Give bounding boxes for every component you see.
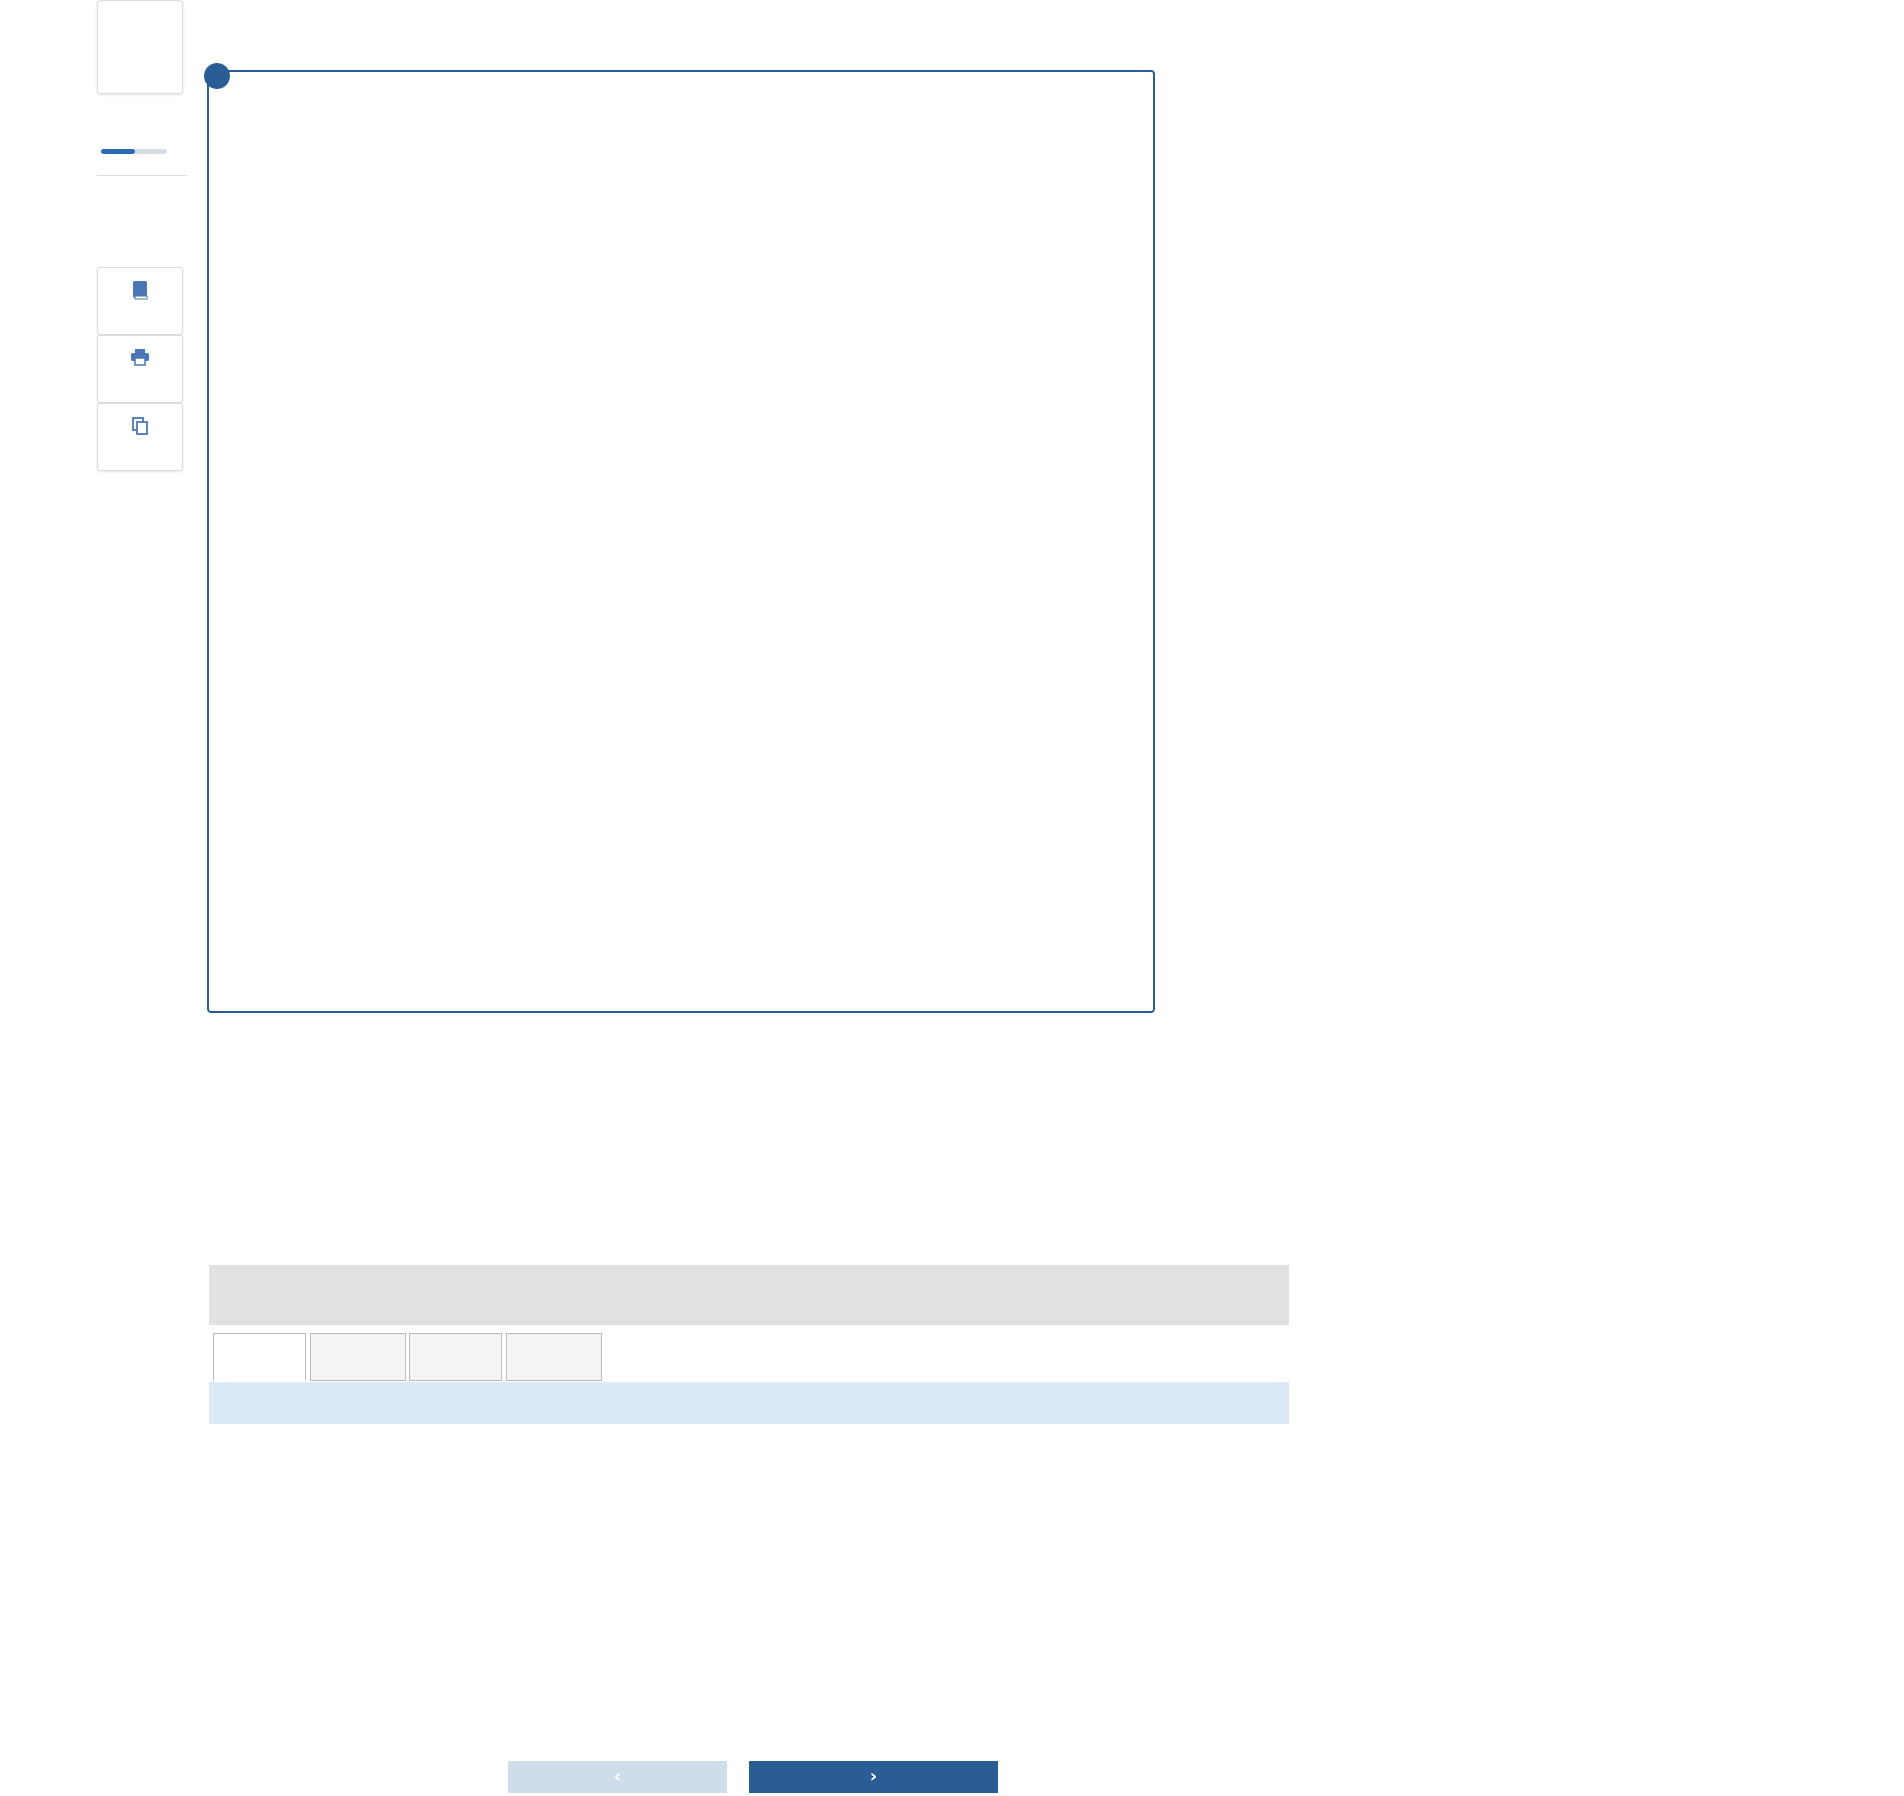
ebook-button[interactable]	[97, 267, 183, 335]
transaction-row	[262, 692, 1122, 752]
tab-general-journal[interactable]	[409, 1333, 502, 1381]
part-progress-fill	[101, 149, 135, 154]
transaction-row	[262, 650, 1122, 690]
instruction-bar	[209, 1382, 1289, 1424]
copy-icon	[131, 416, 149, 436]
book-icon	[131, 280, 149, 300]
tab-ledgers[interactable]	[213, 1333, 306, 1381]
part-progress-bar	[101, 149, 167, 154]
complete-banner	[209, 1265, 1289, 1325]
chevron-right-icon: ›	[869, 1766, 878, 1787]
transaction-row	[262, 755, 1122, 815]
sidebar-divider	[97, 175, 187, 176]
ledger-accounts	[209, 1432, 1083, 1752]
tab-purchases[interactable]	[506, 1333, 602, 1381]
print-button[interactable]	[97, 335, 183, 403]
tab-purchases-journal[interactable]	[310, 1333, 406, 1381]
transaction-row	[262, 524, 1122, 584]
prev-tab-button[interactable]	[508, 1761, 727, 1793]
chevron-left-icon: ‹	[613, 1766, 622, 1787]
transaction-row	[262, 818, 1122, 858]
transaction-row	[262, 587, 1122, 647]
printer-icon	[130, 348, 150, 366]
gl-account-row	[251, 339, 651, 379]
question-number	[97, 0, 183, 94]
alert-icon	[204, 63, 230, 89]
transaction-row	[262, 860, 1122, 920]
references-button[interactable]	[97, 403, 183, 471]
transaction-row	[262, 923, 1122, 983]
next-tab-button[interactable]	[749, 1761, 998, 1793]
